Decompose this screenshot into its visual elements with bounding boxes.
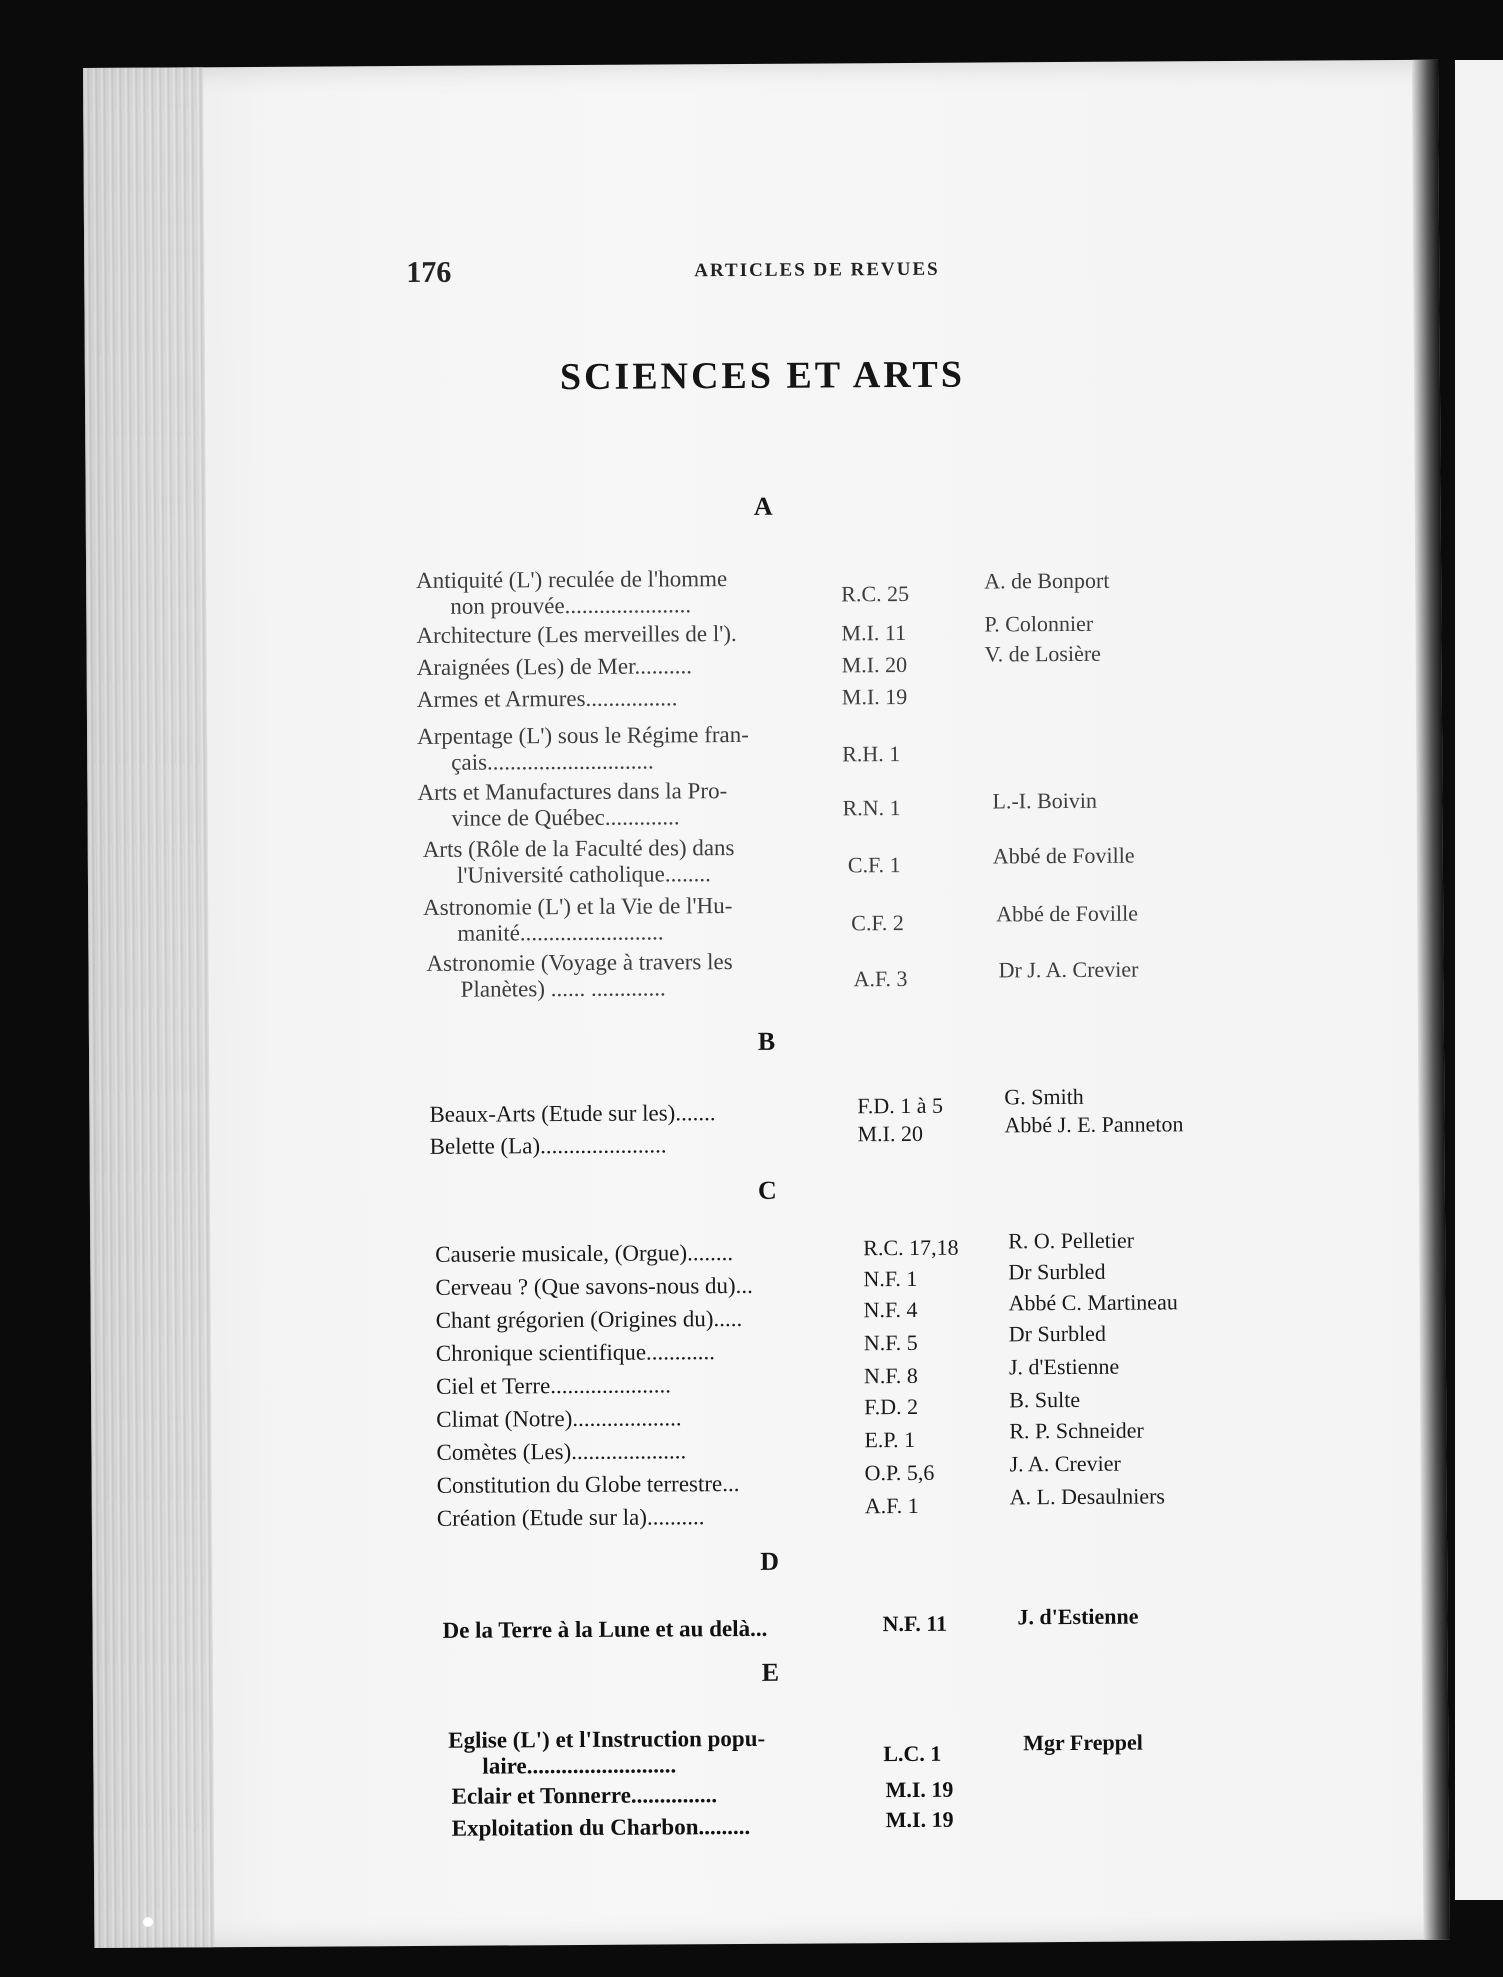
entry-title: Astronomie (Voyage à travers les	[426, 949, 733, 976]
index-entry	[90, 1258, 1445, 1300]
entry-title-continuation: laire..........................	[482, 1752, 677, 1779]
letter-heading-d: D	[760, 1546, 780, 1576]
entry-title: Chronique scientifique............	[435, 1339, 716, 1366]
index-entry	[91, 1353, 1446, 1399]
index-entry	[87, 718, 1442, 775]
index-entry	[88, 889, 1443, 946]
entry-reference: M.I. 19	[841, 683, 908, 710]
entry-author: B. Sulte	[1009, 1386, 1081, 1413]
entry-title: De la Terre à la Lune et au delà...	[442, 1615, 768, 1643]
letter-heading-b: B	[757, 1026, 776, 1056]
entry-author: J. A. Crevier	[1009, 1450, 1121, 1477]
entry-reference: R.H. 1	[842, 741, 901, 767]
entry-author: R. P. Schneider	[1009, 1417, 1144, 1444]
index-entry	[88, 945, 1443, 1002]
entry-author: Abbé de Foville	[996, 900, 1139, 927]
entry-reference: R.C. 17,18	[863, 1234, 959, 1261]
entry-title-continuation: non prouvée......................	[450, 592, 692, 619]
index-entry	[92, 1603, 1447, 1643]
entry-author: Abbé C. Martineau	[1008, 1289, 1178, 1316]
letter-heading-e: E	[761, 1657, 780, 1687]
index-entry	[91, 1320, 1446, 1366]
entry-title-continuation: çais.............................	[451, 748, 654, 775]
entry-title: Beaux-Arts (Etude sur les).......	[429, 1100, 716, 1127]
entry-reference: C.F. 2	[851, 910, 904, 936]
index-entry	[87, 774, 1442, 831]
entry-title: Climat (Notre)...................	[436, 1405, 682, 1432]
entry-title: Arpentage (L') sous le Régime fran-	[417, 721, 749, 749]
entry-author: Dr J. A. Crevier	[998, 956, 1139, 983]
entry-reference: R.N. 1	[842, 795, 901, 821]
entry-reference: N.F. 11	[882, 1610, 948, 1637]
entry-title: Armes et Armures................	[416, 685, 678, 712]
entry-author: Mgr Freppel	[1023, 1729, 1143, 1756]
page-number: 176	[406, 255, 452, 290]
entry-title: Eclair et Tonnerre...............	[451, 1782, 718, 1809]
entry-author: J. d'Estienne	[1008, 1353, 1120, 1380]
entry-reference: N.F. 8	[863, 1362, 918, 1389]
entry-title: Eglise (L') et l'Instruction popu-	[448, 1725, 766, 1753]
entry-title: Cerveau ? (Que savons-nous du)...	[435, 1272, 753, 1300]
index-entry	[90, 1227, 1445, 1267]
entry-title: Araignées (Les) de Mer..........	[416, 653, 693, 680]
entry-title: Belette (La)......................	[429, 1132, 667, 1159]
entry-title: Causerie musicale, (Orgue)........	[435, 1240, 734, 1267]
letter-heading-c: C	[757, 1175, 777, 1205]
entry-title: Arts (Rôle de la Faculté des) dans	[422, 835, 735, 862]
entry-reference: M.I. 20	[841, 651, 908, 678]
entry-title-continuation: vince de Québec.............	[451, 804, 680, 831]
entry-reference: N.F. 5	[863, 1329, 918, 1356]
entry-author: G. Smith	[1004, 1083, 1084, 1110]
entry-title: Exploitation du Charbon.........	[451, 1813, 751, 1841]
entry-reference: N.F. 4	[863, 1296, 918, 1323]
section-title: SCIENCES ET ARTS	[559, 353, 966, 399]
entry-title: Arts et Manufactures dans la Pro-	[417, 778, 728, 805]
entry-title: Architecture (Les merveilles de l').	[416, 621, 737, 648]
entry-title: Ciel et Terre.....................	[435, 1372, 672, 1399]
letter-heading-a: A	[753, 491, 773, 521]
index-entry	[91, 1289, 1446, 1333]
entry-title-continuation: Planètes) ...... .............	[460, 975, 666, 1002]
entry-reference: M.I. 19	[885, 1806, 954, 1833]
running-title: ARTICLES DE REVUES	[694, 258, 940, 282]
entry-author: L.-I. Boivin	[992, 787, 1098, 814]
index-entry	[93, 1722, 1448, 1779]
entry-author: Dr Surbled	[1008, 1320, 1106, 1347]
entry-author: R. O. Pelletier	[1008, 1227, 1135, 1254]
entry-title: Comètes (Les)....................	[436, 1438, 687, 1465]
entry-reference: F.D. 1 à 5	[857, 1092, 944, 1119]
scan-artifact-dot	[143, 1917, 153, 1927]
entry-author: J. d'Estienne	[1017, 1603, 1139, 1630]
entry-reference: O.P. 5,6	[864, 1459, 935, 1486]
index-entry	[87, 640, 1442, 680]
adjacent-page-edge	[1455, 60, 1503, 1900]
index-entry	[93, 1776, 1448, 1809]
running-header	[84, 250, 1439, 298]
index-entry	[94, 1806, 1449, 1841]
book-page	[83, 60, 1449, 1948]
entry-reference: C.F. 1	[847, 852, 901, 878]
entry-author: V. de Losière	[984, 640, 1101, 667]
entry-reference: A.F. 1	[864, 1492, 919, 1519]
entry-author: Abbé J. E. Panneton	[1004, 1111, 1184, 1138]
index-entry	[86, 610, 1441, 648]
entry-reference: M.I. 20	[857, 1120, 923, 1147]
entry-title: Antiquité (L') reculée de l'homme	[416, 566, 728, 593]
entry-reference: M.I. 19	[885, 1776, 954, 1803]
index-entry	[88, 831, 1443, 888]
entry-reference: A.F. 3	[853, 965, 908, 992]
entry-reference: E.P. 1	[864, 1426, 916, 1453]
entry-author: P. Colonnier	[984, 610, 1094, 637]
entry-reference: M.I. 11	[841, 619, 907, 646]
entry-author: Abbé de Foville	[992, 842, 1135, 869]
entry-title: Constitution du Globe terrestre...	[436, 1471, 740, 1498]
entry-author: A. de Bonport	[984, 567, 1110, 594]
index-entry	[86, 562, 1441, 619]
index-entry	[87, 681, 1442, 712]
entry-reference: L.C. 1	[883, 1740, 942, 1767]
entry-title: Création (Etude sur la)..........	[436, 1504, 705, 1531]
entry-title: Chant grégorien (Origines du).....	[435, 1305, 743, 1333]
entry-title-continuation: l'Université catholique........	[456, 861, 711, 888]
entry-reference: F.D. 2	[864, 1393, 919, 1420]
entry-author: Dr Surbled	[1008, 1258, 1106, 1285]
entry-title-continuation: manité.........................	[457, 919, 664, 946]
entry-title: Astronomie (L') et la Vie de l'Hu-	[423, 893, 733, 920]
entry-reference: N.F. 1	[863, 1265, 918, 1292]
entry-reference: R.C. 25	[841, 580, 910, 607]
entry-author: A. L. Desaulniers	[1009, 1483, 1166, 1510]
